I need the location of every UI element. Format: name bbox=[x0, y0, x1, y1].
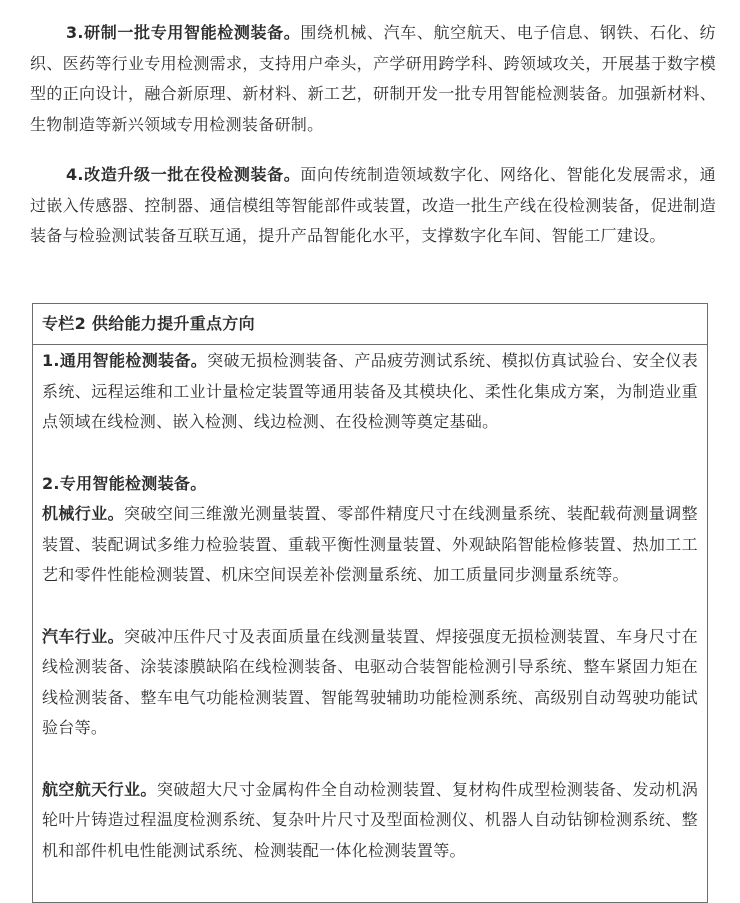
aerospace-heading: 航空航天行业。 bbox=[42, 779, 157, 799]
aerospace-text: 突破超大尺寸金属构件全自动检测装置、复材构件成型检测装备、发动机涡轮叶片铸造过程温度检测系统、复杂叶片尺寸及型面检测仪、机器人自动钻铆检测系统、整机和部件机电性能测试系统、检测装配一体化检测装置等。 bbox=[42, 779, 698, 860]
paragraph-item-3 bbox=[30, 18, 716, 140]
aerospace-section bbox=[42, 775, 698, 867]
machinery-section bbox=[42, 499, 698, 591]
item-4-text: 面向传统制造领域数字化、网络化、智能化发展需求，通过嵌入传感器、控制器、通信模组等智能部件或装置，改造一批生产线在役检测装备，促进制造装备与检验测试装备互联互通，提升产品智能化水平，支撑数字化车间、智能工厂建设。 bbox=[30, 165, 716, 245]
column-box-title: 专栏2 供给能力提升重点方向 bbox=[33, 304, 707, 345]
auto-section bbox=[42, 622, 698, 744]
general-equipment-section bbox=[42, 345, 698, 438]
auto-heading: 汽车行业。 bbox=[42, 626, 125, 646]
machinery-text: 突破空间三维激光测量装置、零部件精度尺寸在线测量系统、装配载荷测量调整装置、装配调试多维力检验装置、重载平衡性测量装置、外观缺陷智能检修装置、热加工工艺和零件性能检测装置、机床空间误差补偿测量系统、加工质量同步测量系统等。 bbox=[42, 504, 698, 584]
item-3-heading: 3.研制一批专用智能检测装备。 bbox=[66, 23, 301, 42]
machinery-heading: 机械行业。 bbox=[42, 504, 125, 523]
special-equipment-heading: 2.专用智能检测装备。 bbox=[42, 473, 207, 493]
paragraph-item-4 bbox=[30, 160, 716, 252]
item-4-heading: 4.改造升级一批在役检测装备。 bbox=[66, 165, 301, 184]
column-box-body bbox=[33, 345, 707, 866]
auto-text: 突破冲压件尺寸及表面质量在线测量装置、焊接强度无损检测装置、车身尺寸在线检测装备、涂装漆膜缺陷在线检测装备、电驱动合装智能检测引导系统、整车紧固力矩在线检测装备、整车电气功能检测装置、智能驾驶辅助功能检测系统、高级别自动驾驶功能试验台等。 bbox=[42, 626, 698, 737]
general-equipment-heading: 1.通用智能检测装备。 bbox=[42, 351, 208, 370]
item-3-text: 围绕机械、汽车、航空航天、电子信息、钢铁、石化、纺织、医药等行业专用检测需求，支持用户牵头，产学研用跨学科、跨领域攻关，开展基于数字模型的正向设计，融合新原理、新材料、新工艺，研制开发一批专用智能检测装备。加强新材料、生物制造等新兴领域专用检测装备研制。 bbox=[30, 23, 716, 134]
general-equipment-text: 突破无损检测装备、产品疲劳测试系统、模拟仿真试验台、安全仪表系统、远程运维和工业计量检定装置等通用装备及其模块化、柔性化集成方案，为制造业重点领域在线检测、嵌入检测、线边检测、在役检测等奠定基础。 bbox=[42, 351, 698, 431]
column-box bbox=[32, 303, 708, 903]
